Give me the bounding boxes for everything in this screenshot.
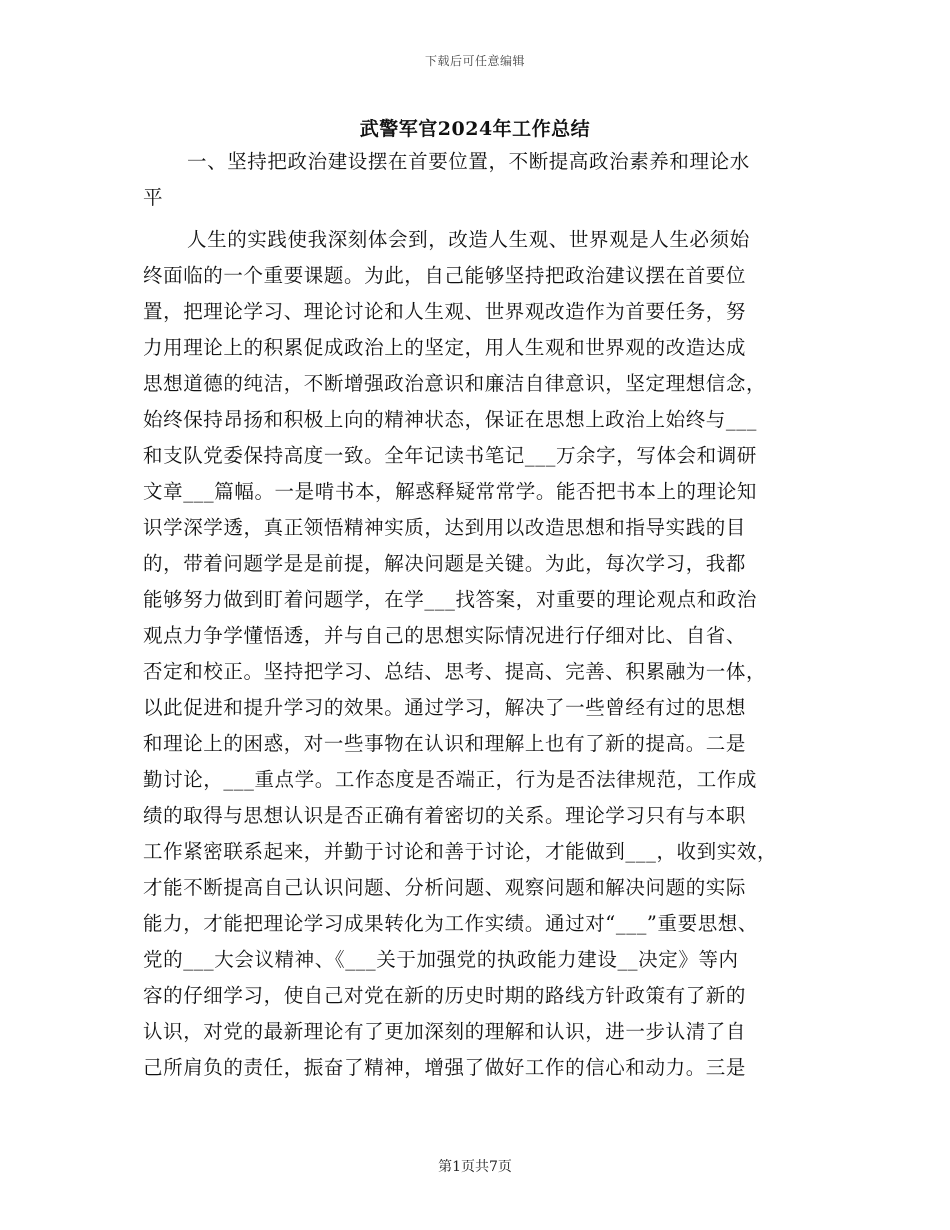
section-heading-line: 平 bbox=[143, 186, 164, 209]
paragraph-line: 以此促进和提升学习的效果。通过学习，解决了一些曾经有过的思想 bbox=[143, 696, 747, 719]
document-title: 武警军官2024年工作总结 bbox=[359, 118, 591, 140]
paragraph-line: 始终保持昂扬和积极上向的精神状态，保证在思想上政治上始终与___ bbox=[143, 408, 757, 431]
paragraph-line: 否定和校正。坚持把学习、总结、思考、提高、完善、积累融为一体， bbox=[143, 660, 767, 683]
paragraph-line: 工作紧密联系起来，并勤于讨论和善于讨论，才能做到___，收到实效， bbox=[143, 840, 778, 863]
paragraph-line: 的，带着问题学是是前提，解决问题是关键。为此，每次学习，我都 bbox=[143, 552, 747, 575]
paragraph-line: 党的___大会议精神、《___关于加强党的执政能力建设__决定》等内 bbox=[143, 948, 739, 971]
paragraph-line: 人生的实践使我深刻体会到，改造人生观、世界观是人生必须始 bbox=[187, 228, 750, 251]
paragraph-line: 力用理论上的积累促成政治上的坚定，用人生观和世界观的改造达成 bbox=[143, 336, 747, 359]
paragraph-line: 认识，对党的最新理论有了更加深刻的理解和认识，进一步认清了自 bbox=[143, 1020, 747, 1043]
page-number: 第1页共7页 bbox=[438, 1159, 512, 1175]
document-body bbox=[143, 144, 813, 1086]
paragraph-line: 能够努力做到盯着问题学，在学___找答案，对重要的理论观点和政治 bbox=[143, 588, 757, 611]
paragraph-line: 和理论上的困惑，对一些事物在认识和理解上也有了新的提高。二是 bbox=[143, 732, 747, 755]
paragraph-line: 己所肩负的责任，振奋了精神，增强了做好工作的信心和动力。三是 bbox=[143, 1056, 747, 1079]
paragraph-line: 观点力争学懂悟透，并与自己的思想实际情况进行仔细对比、自省、 bbox=[143, 624, 747, 647]
paragraph-line: 才能不断提高自己认识问题、分析问题、观察问题和解决问题的实际 bbox=[143, 876, 747, 899]
paragraph-line: 容的仔细学习，使自己对党在新的历史时期的路线方针政策有了新的 bbox=[143, 984, 747, 1007]
paragraph-line: 思想道德的纯洁，不断增强政治意识和廉洁自律意识，坚定理想信念， bbox=[143, 372, 767, 395]
paragraph-line: 置，把理论学习、理论讨论和人生观、世界观改造作为首要任务，努 bbox=[143, 300, 747, 323]
section-heading-line: 一、坚持把政治建设摆在首要位置，不断提高政治素养和理论水 bbox=[187, 150, 750, 173]
paragraph-line: 识学深学透，真正领悟精神实质，达到用以改造思想和指导实践的目 bbox=[143, 516, 747, 539]
paragraph-line: 终面临的一个重要课题。为此，自己能够坚持把政治建议摆在首要位 bbox=[143, 264, 747, 287]
paragraph-line: 和支队党委保持高度一致。全年记读书笔记___万余字，写体会和调研 bbox=[143, 444, 757, 467]
header-note: 下载后可任意编辑 bbox=[424, 54, 525, 68]
paragraph-line: 能力，才能把理论学习成果转化为工作实绩。通过对“___”重要思想、 bbox=[143, 912, 758, 935]
paragraph-line: 勤讨论，___重点学。工作态度是否端正，行为是否法律规范，工作成 bbox=[143, 768, 757, 791]
paragraph-line: 绩的取得与思想认识是否正确有着密切的关系。理论学习只有与本职 bbox=[143, 804, 747, 827]
paragraph-line: 文章___篇幅。一是啃书本，解惑释疑常常学。能否把书本上的理论知 bbox=[143, 480, 757, 503]
